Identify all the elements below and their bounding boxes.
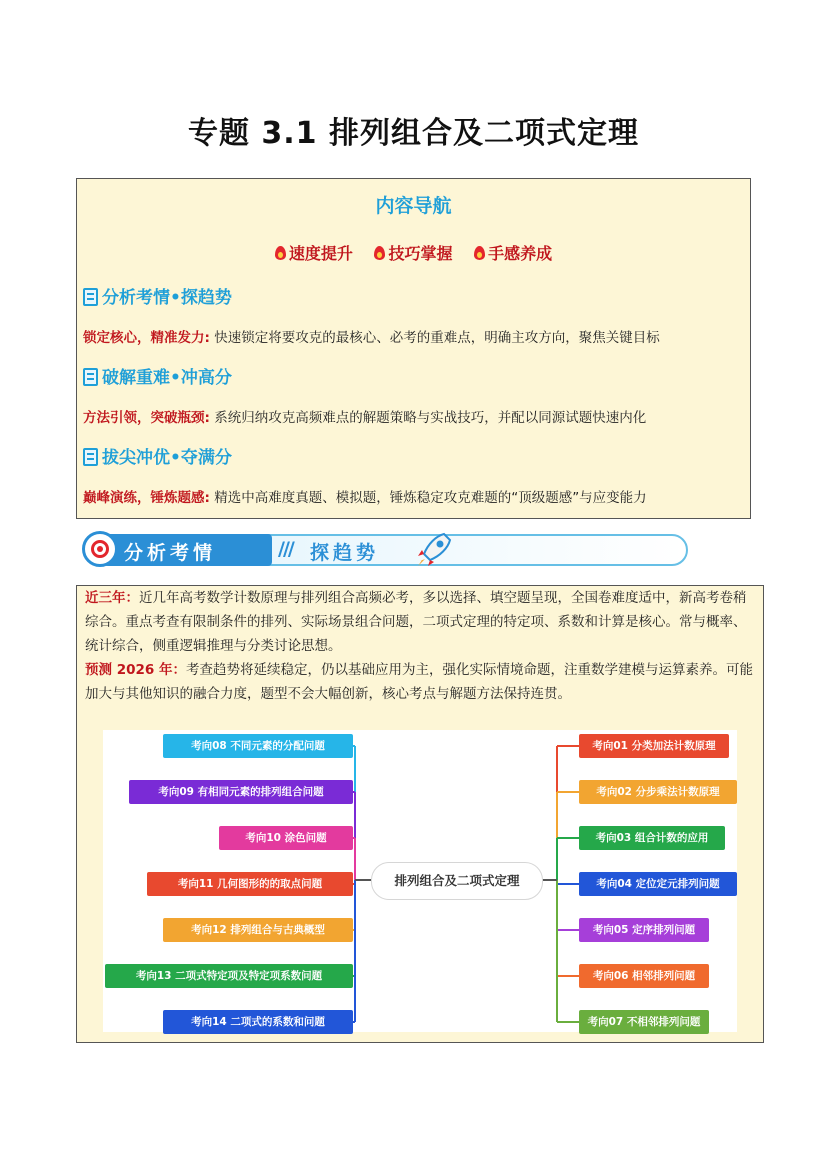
- section-desc-analysis: 锁定核心，精准发力: 快速锁定将要攻克的最核心、必考的重难点，明确主攻方向，聚焦关键目标: [83, 330, 660, 346]
- mind-map: [103, 730, 737, 1032]
- topic-node-left: 考向08 不同元素的分配问题: [163, 734, 353, 758]
- topic-node-left: 考向11 几何图形的的取点问题: [147, 872, 353, 896]
- target-icon: [82, 531, 118, 567]
- topic-node-right: 考向01 分类加法计数原理: [579, 734, 729, 758]
- section-heading-breakthrough: 破解重难•冲高分: [83, 363, 232, 388]
- trend-box: [76, 585, 764, 1043]
- section-banner: [78, 526, 698, 574]
- nav-heading: 内容导航: [375, 195, 452, 217]
- topic-node-right: 考向06 相邻排列问题: [579, 964, 709, 988]
- topic-node-right: 考向05 定序排列问题: [579, 918, 709, 942]
- nav-tags: [77, 241, 750, 264]
- nav-tag: 技巧掌握: [374, 244, 452, 263]
- section-desc-breakthrough: 方法引领，突破瓶颈: 系统归纳攻克高频难点的解题策略与实战技巧，并配以同源试题快速内化: [83, 410, 647, 426]
- page-title: 专题 3.1 排列组合及二项式定理: [187, 116, 640, 151]
- banner-title: 分析考情: [124, 542, 217, 564]
- topic-node-left: 考向09 有相同元素的排列组合问题: [129, 780, 353, 804]
- section-heading-analysis: 分析考情•探趋势: [83, 283, 232, 308]
- slash-decoration: ///: [278, 538, 293, 560]
- section-desc-excellence: 巅峰演练，锤炼题感: 精选中高难度真题、模拟题，锤炼稳定攻克难题的“顶级题感”与应变能力: [83, 490, 647, 506]
- nav-tag: 速度提升: [275, 244, 353, 263]
- trend-text: 近三年：近几年高考数学计数原理与排列组合高频必考，多以选择、填空题呈现，全国卷难度适中，新高考卷稍综合。重点考查有限制条件的排列、实际场景组合问题，二项式定理的特定项、系数和计算是核心。常与概率、统计综合，侧重逻辑推理与分类讨论思想。 预测 2026 年：考查趋势将延续稳定，仍以基础应用为主，强化实际情境命题，注重数学建模与运算素养。可能加大与其他知识的融合力度，题型不会大幅创新，核心考点与解题方法保持连贯。: [85, 590, 753, 702]
- topic-node-right: 考向07 不相邻排列问题: [579, 1010, 709, 1034]
- book-icon: [83, 448, 98, 466]
- nav-tag: 手感养成: [474, 244, 552, 263]
- content-navigation-box: [76, 178, 751, 519]
- rocket-icon: [414, 530, 454, 570]
- topic-node-left: 考向14 二项式的系数和问题: [163, 1010, 353, 1034]
- topic-node-right: 考向03 组合计数的应用: [579, 826, 725, 850]
- section-heading-excellence: 拔尖冲优•夺满分: [83, 443, 232, 468]
- mind-map-center: 排列组合及二项式定理: [371, 862, 543, 900]
- topic-node-right: 考向04 定位定元排列问题: [579, 872, 737, 896]
- topic-node-right: 考向02 分步乘法计数原理: [579, 780, 737, 804]
- topic-node-left: 考向10 涂色问题: [219, 826, 353, 850]
- flame-icon: [275, 246, 286, 260]
- flame-icon: [374, 246, 385, 260]
- topic-node-left: 考向13 二项式特定项及特定项系数问题: [105, 964, 353, 988]
- topic-node-left: 考向12 排列组合与古典概型: [163, 918, 353, 942]
- book-icon: [83, 288, 98, 306]
- banner-subtitle: 探趋势: [310, 542, 380, 564]
- flame-icon: [474, 246, 485, 260]
- book-icon: [83, 368, 98, 386]
